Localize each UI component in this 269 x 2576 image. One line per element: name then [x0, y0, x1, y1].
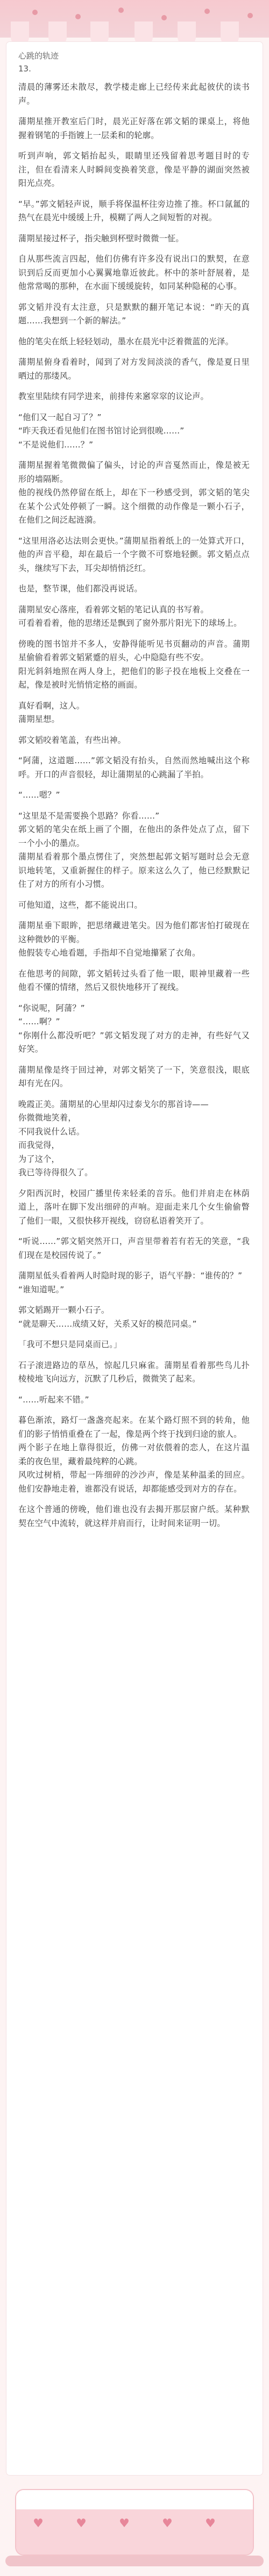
paragraph: “这里是不是需要换个思路？你看……” 郭文韬的笔尖在纸上画了个圈，在他出的条件处点了点，留下一个小小的墨点。 蒲期星看着那个墨点愣住了，突然想起郭文韬写题时总会无意识地转笔，又重新握住的样子。原来这么久了，他已经默默记住了对方的所有小习惯。 [18, 811, 250, 889]
paragraph: 蒲期星接过杯子，指尖触到杯壁时微微一怔。 [18, 233, 184, 243]
paragraph: 可他知道，这些，都不能说出口。 [18, 900, 143, 910]
paragraph: 暮色渐浓，路灯一盏盏亮起来。在某个路灯照不到的转角，他们的影子悄悄重叠在了一起，像是两个终于找到归途的旅人。 两个影子在地上靠得很近，仿佛一对依偎着的恋人，在这片温柔的夜色里，藏着最纯粹的心跳。 风吹过树梢，带起一阵细碎的沙沙声，像是某种温柔的回应。他们安静地走着，谁都没有说话，却都能感受到对方的存在。 [18, 1415, 250, 1494]
sprinkle-icon [75, 14, 81, 19]
paragraph: 也是，整节课，他们都没再说话。 [18, 584, 143, 594]
paragraph: “这里用洛必达法则会更快。”蒲期星指着纸上的一处算式开口，他的声音平稳，却在最后一个字微不可察地轻颤。郭文韬点点头，继续写下去，耳尖却悄悄泛红。 [18, 536, 250, 573]
heart-icon: ♥ [119, 2517, 130, 2530]
paragraph: “……嗯？” [18, 790, 60, 800]
heart-icon: ♥ [76, 2517, 87, 2530]
paragraph: 蒲期星握着笔微微偏了偏头，讨论的声音戛然而止，像是被无形的墙隔断。 他的视线仍然停留在纸上，却在下一秒感受到，郭文韬的笔尖在某个公式处停顿了一瞬。这个细微的动作像是一颗小石子，在他们之间泛起涟漪。 [18, 460, 250, 525]
paragraph: 蒲期星低头看着两人时隐时现的影子，语气平静：“谁传的？” “谁知道呢。” [18, 1271, 243, 1294]
top-decoration-band [0, 0, 269, 38]
cake-plate [5, 2556, 264, 2566]
paragraph: 他的笔尖在纸上轻轻划动，墨水在晨光中泛着微蓝的光泽。 [18, 336, 234, 346]
sprinkle-icon [247, 13, 253, 18]
paragraph: “阿蒲，这道题……”郭文韬没有抬头，自然而然地喊出这个称呼。开口的声音很轻，却让蒲期星的心跳漏了半拍。 [18, 756, 250, 779]
paragraph: 蒲期星俯身看着时，闻到了对方发间淡淡的香气，像是夏日里晒过的那缕风。 [18, 357, 250, 381]
paragraph: “早。”郭文韬轻声说，顺手将保温杯往旁边推了推。杯口氤氲的热气在晨光中缓缓上升，模糊了两人之间短暂的对视。 [18, 199, 250, 222]
paragraph: 清晨的薄雾还未散尽，教学楼走廊上已经传来此起彼伏的读书声。 [18, 82, 250, 106]
paragraph: 蒲期星安心落座，看着郭文韬的笔记认真的书写着。 可看着看着，他的思绪还是飘到了窗外那片阳光下的球场上。 [18, 604, 242, 628]
paragraph: 在这个普通的傍晚，他们谁也没有去揭开那层窗户纸。某种默契在空气中流转，就这样并肩而行，让时间来证明一切。 [18, 1504, 250, 1528]
paragraph: 晚霞正美。蒲期星的心里却闪过泰戈尔的那首诗—— 你微微地笑着， 不同我说什么话。 而我觉得， 为了这个， 我已等待得很久了。 [18, 1099, 209, 1177]
paragraph: 蒲期星像是终于回过神，对郭文韬笑了一下，笑意很浅，眼底却有光在闪。 [18, 1065, 250, 1088]
paragraph: 蒲期星推开教室后门时，晨光正好落在郭文韬的课桌上，将他握着钢笔的手指镀上一层柔和的轮廓。 [18, 117, 250, 140]
paragraph: 教室里陆续有同学进来，前排传来窸窣窣的议论声。 [18, 392, 209, 401]
heart-icon: ♥ [162, 2517, 173, 2530]
paragraph: 郭文韬咬着笔盖，有些出神。 [18, 735, 126, 745]
paragraph: 郭文韬并没有太注意，只是默默的翻开笔记本说：“昨天的真题……我想到一个新的解法。” [18, 302, 250, 325]
heart-icon: ♥ [33, 2517, 44, 2530]
article-body [18, 49, 250, 1537]
sprinkle-icon [204, 9, 210, 14]
bottom-decoration [0, 2480, 269, 2576]
sprinkle-icon [32, 10, 38, 15]
paragraph: “你说呢，阿蒲？” “……啊？” “你刚什么都没听吧？”郭文韬发现了对方的走神，有些好气又好笑。 [18, 1003, 250, 1054]
paragraph: 听到声响，郭文韬抬起头，眼睛里还残留着思考题目时的专注，但在看清来人时瞬间变换着笑意，像是平静的湖面突然被阳光点亮。 [18, 151, 250, 188]
paragraph: 在他思考的间隙，郭文韬转过头看了他一眼，眼神里藏着一些他看不懂的情绪，然后又很快地移开了视线。 [18, 968, 250, 992]
paragraph: “……听起来不错。” [18, 1394, 89, 1405]
paragraph: 郭文韬踢开一颗小石子。 “就是聊天……成绩又好，关系又好的模范同桌。” [18, 1305, 197, 1329]
sprinkle-icon [118, 8, 124, 13]
paragraph: 自从那些流言四起，他们仿佛有许多没有说出口的默契，在意识到后反而更加小心翼翼地靠近彼此。杯中的茶叶舒展着，是他常常喝的那种，在水面下缓缓旋转，如同某种隐秘的心事。 [18, 254, 250, 291]
chapter-number: 13. [18, 64, 31, 74]
cake-illustration [16, 2490, 253, 2555]
article-title: 心跳的轨迹 [18, 51, 59, 61]
heart-icon: ♥ [205, 2517, 216, 2530]
paragraph: 「我可不想只是同桌而已。」 [18, 1340, 122, 1349]
paragraph: “他们又一起自习了？” “昨天我还看见他们在图书馆讨论到很晚……” “不是说他们……？” [18, 412, 185, 450]
paragraph-list [18, 81, 250, 1530]
paragraph: 蒲期星垂下眼眸，把思绪藏进笔尖。因为他们都害怕打破现在这种微妙的平衡。 他假装专心地看题，手指却不自觉地攥紧了衣角。 [18, 921, 250, 958]
paragraph: 傍晚的图书馆并不多人，安静得能听见书页翻动的声音。蒲期星偷偷看着郭文韬紧蹙的眉头，心中隐隐有些不安。 阳光斜斜地照在两人身上，把他们的影子投在地板上交叠在一起，像是被时光悄悄定格的画面。 [18, 639, 250, 690]
paragraph: “听说……”郭文韬突然开口，声音里带着若有若无的笑意，“我们现在是校园传说了。” [18, 1236, 250, 1260]
sprinkle-icon [161, 15, 167, 20]
paragraph: 石子滚进路边的草丛，惊起几只麻雀。蒲期星看着那些鸟儿扑棱棱地飞向远方，沉默了几秒后，微微笑了起来。 [18, 1360, 250, 1384]
paragraph: 夕阳西沉时，校园广播里传来轻柔的音乐。他们并肩走在林荫道上，落叶在脚下发出细碎的声响。迎面走来几个女生偷偷瞥了他们一眼，又很快移开视线，窃窃私语着笑开了。 [18, 1188, 250, 1226]
paragraph: 真好看啊，这人。 蒲期星想。 [18, 700, 85, 724]
